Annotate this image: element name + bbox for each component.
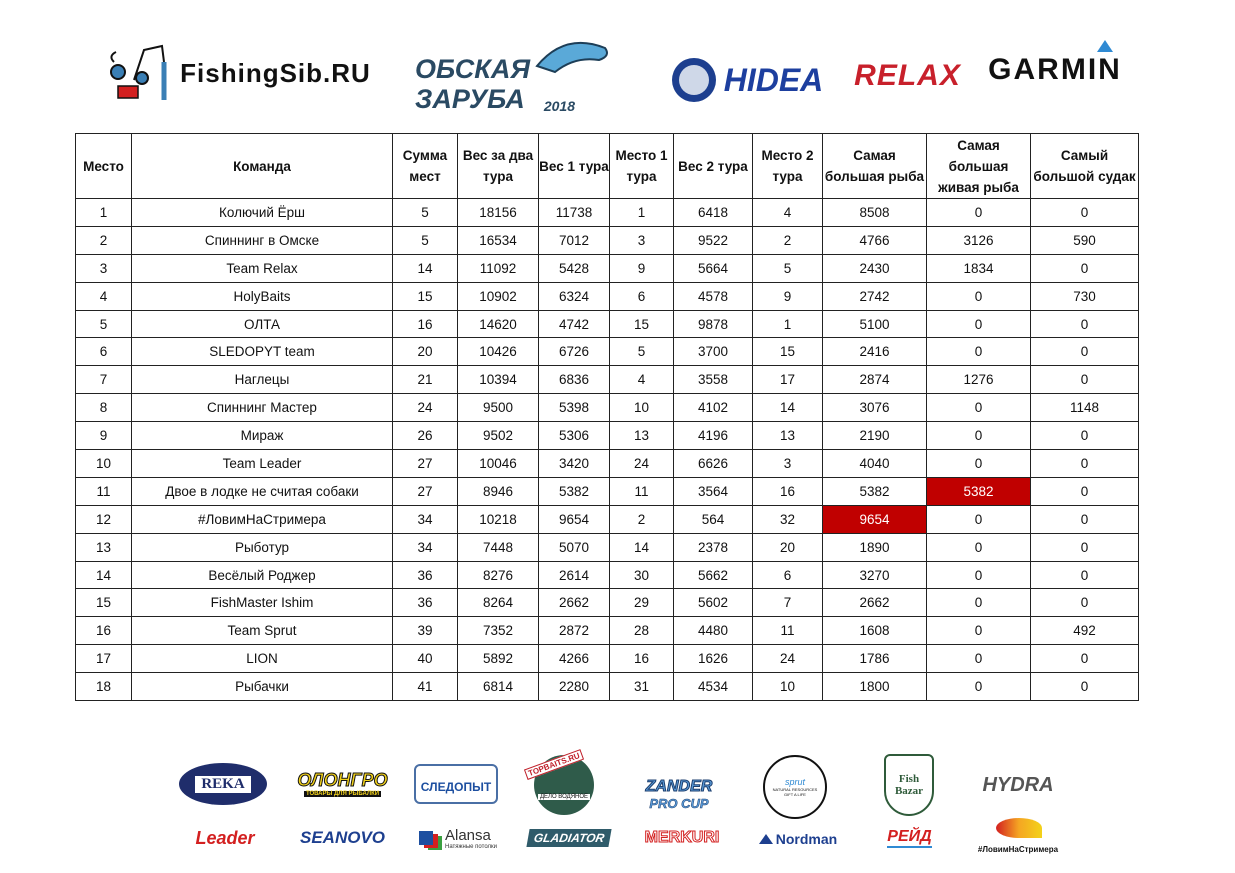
cell-team: Спиннинг Мастер — [132, 394, 393, 422]
cell-place-round1: 16 — [610, 645, 674, 673]
cell-biggest-live-fish: 1276 — [927, 366, 1031, 394]
alansa-text: Alansa — [445, 826, 491, 844]
cell-weight-round2: 5664 — [674, 254, 753, 282]
cell-place-round2: 32 — [753, 505, 823, 533]
cell-place: 18 — [76, 673, 132, 701]
reid-logo — [862, 824, 957, 852]
garmin-text: GARMIN — [988, 53, 1122, 86]
hidea-badge — [672, 58, 716, 102]
cell-team: Спиннинг в Омске — [132, 226, 393, 254]
sprut-logo — [760, 752, 830, 822]
cell-biggest-fish: 5382 — [823, 477, 927, 505]
fishingsib-logo — [95, 38, 380, 108]
cell-total-weight: 9500 — [458, 394, 539, 422]
seanovo-text: SEANOVO — [299, 828, 386, 847]
cell-biggest-live-fish: 0 — [927, 617, 1031, 645]
cell-place-round1: 29 — [610, 589, 674, 617]
cell-team: Team Relax — [132, 254, 393, 282]
cell-place-round2: 2 — [753, 226, 823, 254]
gladiator-text: GLADIATOR — [526, 829, 611, 847]
cell-place-round1: 24 — [610, 450, 674, 478]
cell-total-weight: 10046 — [458, 450, 539, 478]
cell-biggest-zander: 492 — [1031, 617, 1139, 645]
cell-biggest-live-fish: 0 — [927, 422, 1031, 450]
cell-sum-places: 27 — [393, 477, 458, 505]
cell-place-round2: 14 — [753, 394, 823, 422]
cell-place: 11 — [76, 477, 132, 505]
garmin-logo — [975, 40, 1135, 100]
results-table — [75, 133, 1139, 701]
cell-place-round2: 16 — [753, 477, 823, 505]
cell-total-weight: 8276 — [458, 561, 539, 589]
cell-place-round2: 6 — [753, 561, 823, 589]
cell-place: 12 — [76, 505, 132, 533]
cell-place-round1: 6 — [610, 282, 674, 310]
sledopyt-logo — [412, 762, 500, 806]
cell-biggest-fish: 4766 — [823, 226, 927, 254]
hidea-logo — [655, 52, 840, 108]
nordman-mountain-icon — [759, 834, 773, 844]
cell-biggest-zander: 0 — [1031, 477, 1139, 505]
merkuri-text: MERKURI — [644, 829, 720, 846]
cell-place-round1: 13 — [610, 422, 674, 450]
table-row — [76, 226, 1139, 254]
table-row — [76, 366, 1139, 394]
cell-total-weight: 5892 — [458, 645, 539, 673]
cell-biggest-fish: 2742 — [823, 282, 927, 310]
relax-logo — [845, 50, 970, 102]
zander-pro-cup-logo — [636, 752, 722, 818]
table-row — [76, 477, 1139, 505]
cell-biggest-zander: 0 — [1031, 199, 1139, 227]
cell-biggest-live-fish: 5382 — [927, 477, 1031, 505]
table-row — [76, 589, 1139, 617]
cell-weight-round1: 5382 — [539, 477, 610, 505]
nordman-text: Nordman — [775, 831, 838, 847]
cell-total-weight: 18156 — [458, 199, 539, 227]
cell-place-round1: 31 — [610, 673, 674, 701]
reka-text: REKA — [195, 776, 250, 793]
cell-total-weight: 10218 — [458, 505, 539, 533]
cell-weight-round1: 6324 — [539, 282, 610, 310]
cell-place-round1: 1 — [610, 199, 674, 227]
alansa-squares-icon — [419, 831, 433, 845]
header-weight-round1: Вес 1 тура — [539, 134, 610, 199]
cell-weight-round2: 3700 — [674, 338, 753, 366]
zander-text: ZANDER — [645, 777, 713, 795]
cell-weight-round2: 4196 — [674, 422, 753, 450]
cell-place: 3 — [76, 254, 132, 282]
cell-place-round2: 20 — [753, 533, 823, 561]
header-weight-round2: Вес 2 тура — [674, 134, 753, 199]
cell-team: Колючий Ёрш — [132, 199, 393, 227]
cell-biggest-live-fish: 0 — [927, 310, 1031, 338]
hydra-text: HYDRA — [982, 773, 1054, 796]
cell-team: SLEDOPYT team — [132, 338, 393, 366]
merkuri-logo — [636, 826, 728, 850]
cell-weight-round2: 9878 — [674, 310, 753, 338]
cell-sum-places: 34 — [393, 533, 458, 561]
cell-biggest-fish: 1786 — [823, 645, 927, 673]
cell-place: 5 — [76, 310, 132, 338]
reka-logo — [178, 762, 268, 806]
sledopyt-text: СЛЕДОПЫТ — [420, 780, 492, 794]
topbaits-text: TOPBAITS.RU — [524, 749, 584, 780]
header-team: Команда — [132, 134, 393, 199]
cell-biggest-zander: 0 — [1031, 673, 1139, 701]
cell-sum-places: 26 — [393, 422, 458, 450]
sprut-sub: NATURAL RESOURCES GIFT A LIFE — [772, 787, 818, 797]
cell-biggest-live-fish: 0 — [927, 394, 1031, 422]
cell-place-round1: 14 — [610, 533, 674, 561]
cell-weight-round1: 4266 — [539, 645, 610, 673]
cell-weight-round1: 5070 — [539, 533, 610, 561]
cell-place: 13 — [76, 533, 132, 561]
cell-biggest-fish: 3270 — [823, 561, 927, 589]
cell-team: Team Leader — [132, 450, 393, 478]
cell-total-weight: 10394 — [458, 366, 539, 394]
cell-place-round1: 3 — [610, 226, 674, 254]
table-row — [76, 561, 1139, 589]
cell-place-round2: 15 — [753, 338, 823, 366]
cell-total-weight: 16534 — [458, 226, 539, 254]
cell-place: 16 — [76, 617, 132, 645]
cell-biggest-zander: 0 — [1031, 366, 1139, 394]
table-row — [76, 673, 1139, 701]
cell-weight-round1: 2872 — [539, 617, 610, 645]
table-row — [76, 422, 1139, 450]
cell-sum-places: 39 — [393, 617, 458, 645]
cell-place: 14 — [76, 561, 132, 589]
cell-team: Рыботур — [132, 533, 393, 561]
table-row — [76, 310, 1139, 338]
cell-weight-round1: 3420 — [539, 450, 610, 478]
cell-place-round1: 15 — [610, 310, 674, 338]
cell-weight-round1: 2280 — [539, 673, 610, 701]
table-row — [76, 394, 1139, 422]
cell-total-weight: 11092 — [458, 254, 539, 282]
cell-biggest-zander: 0 — [1031, 589, 1139, 617]
alansa-sub: Натяжные потолки — [445, 843, 497, 850]
cell-total-weight: 9502 — [458, 422, 539, 450]
cell-sum-places: 24 — [393, 394, 458, 422]
table-header-row — [76, 134, 1139, 199]
olongro-sub: ТОВАРЫ ДЛЯ РЫБАЛКИ — [305, 790, 380, 797]
cell-team: LION — [132, 645, 393, 673]
cell-place-round2: 3 — [753, 450, 823, 478]
cell-biggest-fish: 1890 — [823, 533, 927, 561]
cell-weight-round2: 4480 — [674, 617, 753, 645]
cell-sum-places: 5 — [393, 199, 458, 227]
cell-place: 9 — [76, 422, 132, 450]
cell-place-round2: 4 — [753, 199, 823, 227]
obskaya-zaruba-logo — [415, 36, 615, 118]
cell-weight-round2: 3558 — [674, 366, 753, 394]
garmin-triangle-icon — [1097, 40, 1113, 52]
table-row — [76, 533, 1139, 561]
header-biggest-live-fish: Самая большая живая рыба — [927, 134, 1031, 199]
obskaya-zaruba-title: ОБСКАЯ ЗАРУБА — [415, 54, 531, 114]
reid-text: РЕЙД — [887, 828, 931, 848]
cell-place-round1: 2 — [610, 505, 674, 533]
cell-biggest-zander: 0 — [1031, 505, 1139, 533]
cell-total-weight: 8264 — [458, 589, 539, 617]
cell-place: 6 — [76, 338, 132, 366]
table-row — [76, 617, 1139, 645]
cell-place: 2 — [76, 226, 132, 254]
topbaits-logo — [525, 752, 603, 818]
cell-biggest-fish: 2874 — [823, 366, 927, 394]
olongro-text: ОЛОНГРО — [297, 769, 388, 790]
cell-place-round2: 11 — [753, 617, 823, 645]
cell-sum-places: 20 — [393, 338, 458, 366]
cell-place-round1: 28 — [610, 617, 674, 645]
cell-team: Двое в лодке не считая собаки — [132, 477, 393, 505]
cell-biggest-fish: 3076 — [823, 394, 927, 422]
cell-biggest-fish: 8508 — [823, 199, 927, 227]
cell-place-round2: 17 — [753, 366, 823, 394]
header-biggest-zander: Самый большой судак — [1031, 134, 1139, 199]
cell-biggest-fish: 2430 — [823, 254, 927, 282]
cell-biggest-fish: 2416 — [823, 338, 927, 366]
cell-weight-round1: 5428 — [539, 254, 610, 282]
cell-weight-round1: 4742 — [539, 310, 610, 338]
cell-biggest-live-fish: 0 — [927, 505, 1031, 533]
cell-total-weight: 14620 — [458, 310, 539, 338]
cell-sum-places: 21 — [393, 366, 458, 394]
cell-place-round1: 4 — [610, 366, 674, 394]
cell-biggest-zander: 0 — [1031, 645, 1139, 673]
gladiator-logo — [523, 828, 615, 848]
topbaits-sub: ДЕЛО ВОДЯНОЕ — [539, 794, 589, 800]
cell-biggest-zander: 590 — [1031, 226, 1139, 254]
header-place: Место — [76, 134, 132, 199]
hydra-logo — [968, 762, 1068, 808]
cell-place: 8 — [76, 394, 132, 422]
cell-total-weight: 8946 — [458, 477, 539, 505]
cell-biggest-zander: 0 — [1031, 450, 1139, 478]
cell-place-round2: 5 — [753, 254, 823, 282]
leader-logo — [170, 824, 280, 852]
fisherman-icon — [104, 42, 174, 104]
cell-biggest-live-fish: 0 — [927, 561, 1031, 589]
cell-biggest-live-fish: 0 — [927, 589, 1031, 617]
cell-sum-places: 5 — [393, 226, 458, 254]
cell-weight-round1: 7012 — [539, 226, 610, 254]
table-row — [76, 505, 1139, 533]
cell-sum-places: 36 — [393, 589, 458, 617]
table-row — [76, 282, 1139, 310]
cell-biggest-zander: 0 — [1031, 310, 1139, 338]
cell-place: 10 — [76, 450, 132, 478]
cell-sum-places: 41 — [393, 673, 458, 701]
cell-weight-round1: 5306 — [539, 422, 610, 450]
cell-weight-round2: 6418 — [674, 199, 753, 227]
nordman-logo — [748, 828, 848, 850]
header-place-round1: Место 1 тура — [610, 134, 674, 199]
cell-team: Наглецы — [132, 366, 393, 394]
cell-biggest-live-fish: 0 — [927, 199, 1031, 227]
cell-place-round2: 24 — [753, 645, 823, 673]
cell-place: 1 — [76, 199, 132, 227]
cell-biggest-zander: 1148 — [1031, 394, 1139, 422]
cell-team: Рыбачки — [132, 673, 393, 701]
cell-weight-round2: 5602 — [674, 589, 753, 617]
cell-total-weight: 10426 — [458, 338, 539, 366]
fish-bazar-logo — [880, 752, 938, 818]
cell-place: 17 — [76, 645, 132, 673]
cell-place-round1: 10 — [610, 394, 674, 422]
cell-team: Весёлый Роджер — [132, 561, 393, 589]
cell-place: 4 — [76, 282, 132, 310]
cell-biggest-live-fish: 0 — [927, 533, 1031, 561]
table-row — [76, 254, 1139, 282]
lovim-text: #ЛовимНаСтримера — [977, 845, 1059, 854]
cell-weight-round1: 11738 — [539, 199, 610, 227]
cell-weight-round2: 4578 — [674, 282, 753, 310]
cell-biggest-zander: 0 — [1031, 422, 1139, 450]
cell-place-round1: 30 — [610, 561, 674, 589]
cell-place-round1: 9 — [610, 254, 674, 282]
zander-sub: PRO CUP — [649, 795, 709, 811]
cell-sum-places: 14 — [393, 254, 458, 282]
cell-sum-places: 36 — [393, 561, 458, 589]
cell-sum-places: 27 — [393, 450, 458, 478]
cell-team: Мираж — [132, 422, 393, 450]
cell-place-round1: 11 — [610, 477, 674, 505]
cell-place-round2: 7 — [753, 589, 823, 617]
cell-total-weight: 7448 — [458, 533, 539, 561]
alansa-logo — [410, 824, 506, 852]
cell-biggest-live-fish: 0 — [927, 338, 1031, 366]
cell-biggest-fish: 1608 — [823, 617, 927, 645]
fish-icon — [535, 36, 615, 76]
cell-biggest-zander: 730 — [1031, 282, 1139, 310]
cell-weight-round2: 3564 — [674, 477, 753, 505]
cell-biggest-fish: 5100 — [823, 310, 927, 338]
header-sum-places: Сумма мест — [393, 134, 458, 199]
cell-weight-round1: 9654 — [539, 505, 610, 533]
cell-place-round2: 13 — [753, 422, 823, 450]
cell-weight-round2: 5662 — [674, 561, 753, 589]
cell-total-weight: 7352 — [458, 617, 539, 645]
cell-place: 15 — [76, 589, 132, 617]
cell-place-round2: 1 — [753, 310, 823, 338]
sprut-text: sprut — [784, 777, 805, 787]
table-row — [76, 645, 1139, 673]
cell-biggest-zander: 0 — [1031, 533, 1139, 561]
cell-weight-round2: 1626 — [674, 645, 753, 673]
cell-biggest-zander: 0 — [1031, 254, 1139, 282]
cell-biggest-fish: 9654 — [823, 505, 927, 533]
seanovo-logo — [295, 826, 390, 850]
cell-weight-round2: 4534 — [674, 673, 753, 701]
cell-weight-round1: 6836 — [539, 366, 610, 394]
cell-weight-round2: 6626 — [674, 450, 753, 478]
cell-biggest-live-fish: 3126 — [927, 226, 1031, 254]
fishingsib-text: FishingSib.RU — [180, 57, 371, 88]
cell-weight-round2: 564 — [674, 505, 753, 533]
cell-place-round2: 9 — [753, 282, 823, 310]
cell-weight-round2: 2378 — [674, 533, 753, 561]
cell-weight-round2: 4102 — [674, 394, 753, 422]
flame-icon — [996, 818, 1042, 838]
cell-weight-round1: 2614 — [539, 561, 610, 589]
header-place-round2: Место 2 тура — [753, 134, 823, 199]
cell-biggest-fish: 1800 — [823, 673, 927, 701]
cell-biggest-live-fish: 0 — [927, 673, 1031, 701]
hidea-text: HIDEA — [723, 61, 824, 98]
cell-team: FishMaster Ishim — [132, 589, 393, 617]
cell-place-round2: 10 — [753, 673, 823, 701]
relax-text: RELAX — [854, 59, 961, 92]
header-total-weight: Вес за два тура — [458, 134, 539, 199]
cell-biggest-fish: 4040 — [823, 450, 927, 478]
cell-team: ОЛТА — [132, 310, 393, 338]
obskaya-zaruba-year: 2018 — [543, 98, 575, 114]
lovim-na-strimera-logo — [968, 818, 1068, 854]
cell-total-weight: 6814 — [458, 673, 539, 701]
header-biggest-fish: Самая большая рыба — [823, 134, 927, 199]
table-row — [76, 450, 1139, 478]
cell-biggest-live-fish: 0 — [927, 282, 1031, 310]
table-row — [76, 199, 1139, 227]
cell-team: #ЛовимНаСтримера — [132, 505, 393, 533]
cell-biggest-zander: 0 — [1031, 561, 1139, 589]
cell-weight-round1: 2662 — [539, 589, 610, 617]
cell-sum-places: 16 — [393, 310, 458, 338]
cell-biggest-live-fish: 0 — [927, 450, 1031, 478]
cell-sum-places: 40 — [393, 645, 458, 673]
cell-sum-places: 15 — [393, 282, 458, 310]
cell-total-weight: 10902 — [458, 282, 539, 310]
cell-biggest-live-fish: 0 — [927, 645, 1031, 673]
cell-place-round1: 5 — [610, 338, 674, 366]
leader-text: Leader — [195, 827, 255, 848]
fish-bazar-text: Fish Bazar — [894, 773, 924, 797]
cell-weight-round2: 9522 — [674, 226, 753, 254]
table-row — [76, 338, 1139, 366]
cell-biggest-live-fish: 1834 — [927, 254, 1031, 282]
cell-team: HolyBaits — [132, 282, 393, 310]
cell-sum-places: 34 — [393, 505, 458, 533]
cell-team: Team Sprut — [132, 617, 393, 645]
cell-biggest-fish: 2190 — [823, 422, 927, 450]
cell-weight-round1: 5398 — [539, 394, 610, 422]
cell-place: 7 — [76, 366, 132, 394]
cell-weight-round1: 6726 — [539, 338, 610, 366]
cell-biggest-zander: 0 — [1031, 338, 1139, 366]
cell-biggest-fish: 2662 — [823, 589, 927, 617]
olongro-logo — [295, 760, 390, 806]
